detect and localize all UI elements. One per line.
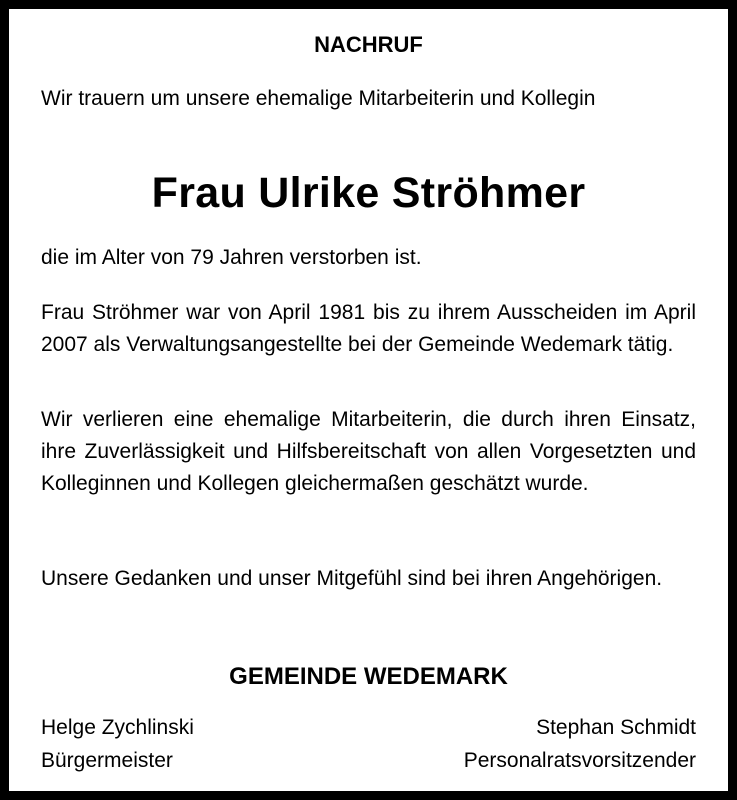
age-line: die im Alter von 79 Jahren verstorben ist.: [41, 246, 422, 269]
organization-name: GEMEINDE WEDEMARK: [229, 663, 508, 690]
signatory-left: [41, 711, 194, 777]
signatory-name: Helge Zychlinski: [41, 716, 194, 739]
tenure-paragraph: Frau Ströhmer war von April 1981 bis zu ihrem Ausscheiden im April 2007 als Verwaltungsangestellte bei der Gemeinde Wedemark tätig.: [41, 301, 696, 356]
signatory-right: [464, 711, 696, 777]
notice-heading: NACHRUF: [314, 32, 423, 57]
closing-paragraph: Unsere Gedanken und unser Mitgefühl sind bei ihren Angehörigen.: [41, 567, 663, 590]
signatory-name: Stephan Schmidt: [536, 716, 696, 739]
tribute-paragraph: Wir verlieren eine ehemalige Mitarbeiterin, die durch ihren Einsatz, ihre Zuverlässigkeit und Hilfsbereitschaft von allen Vorgesetzten und Kolleginnen und Kollegen gleichermaßen geschätzt wurde.: [41, 408, 696, 495]
signatory-title: Bürgermeister: [41, 749, 173, 772]
deceased-name: Frau Ulrike Ströhmer: [151, 169, 586, 217]
signatory-title: Personalratsvorsitzender: [463, 749, 696, 772]
intro-text: Wir trauern um unsere ehemalige Mitarbeiterin und Kollegin: [41, 87, 596, 110]
